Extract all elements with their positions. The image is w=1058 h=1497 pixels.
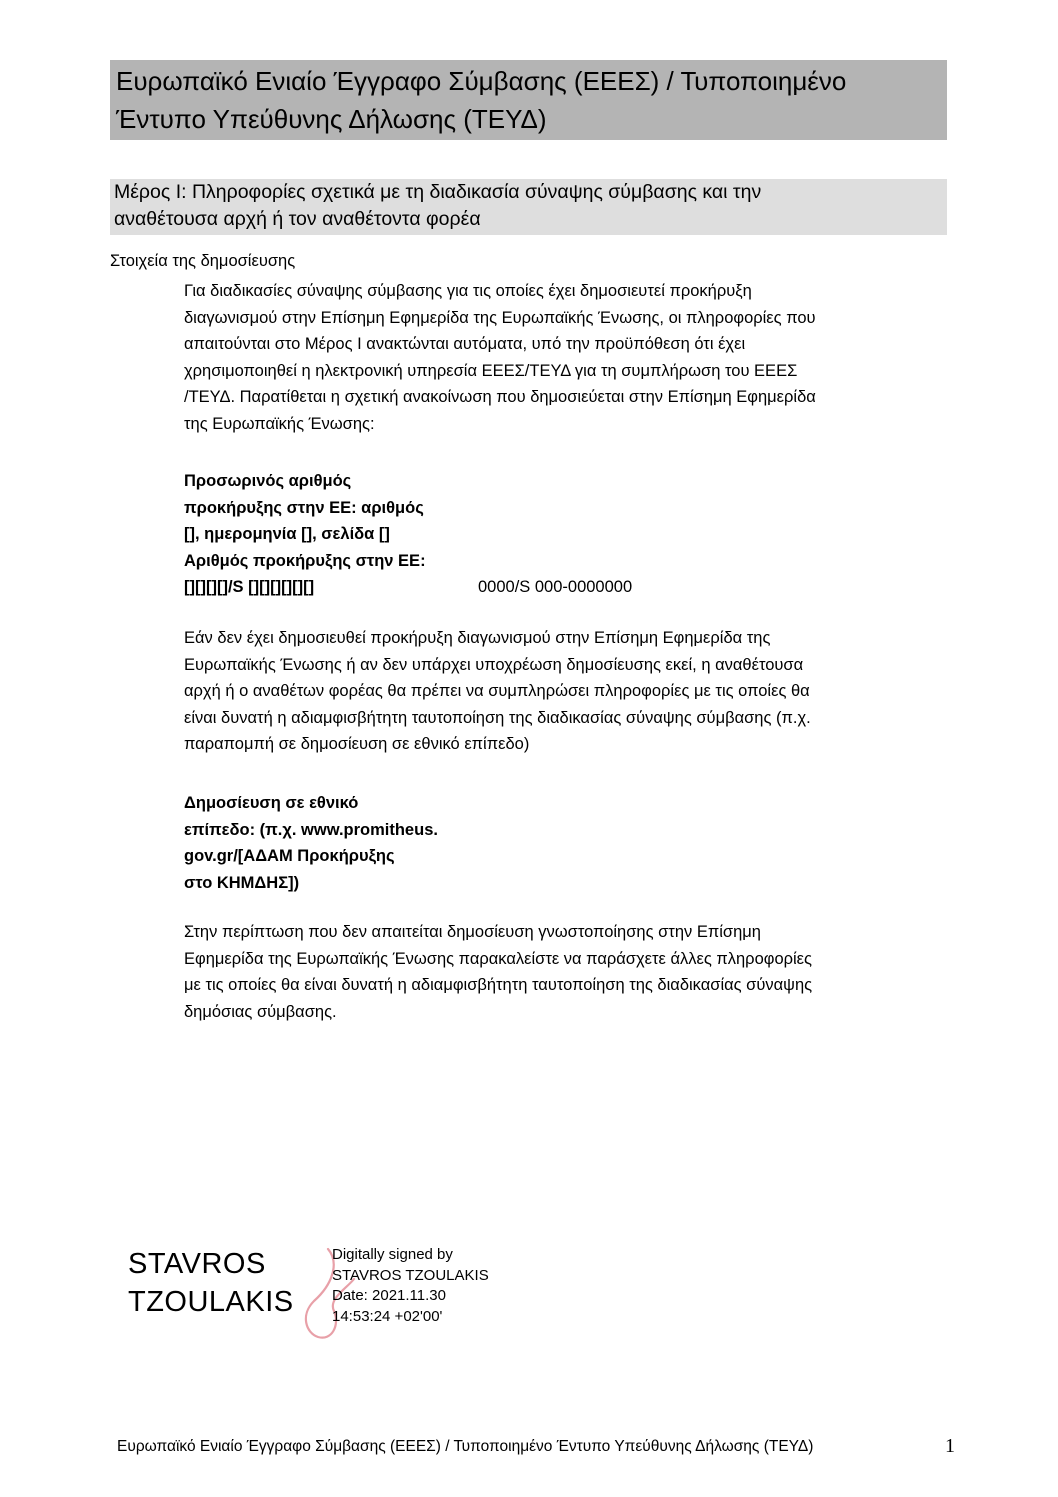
eu-notice-value: 0000/S 000-0000000 <box>478 578 633 596</box>
signature-detail-line: 14:53:24 +02'00' <box>332 1307 443 1325</box>
document-title-line: Ευρωπαϊκό Ενιαίο Έγγραφο Σύμβασης (ΕΕΕΣ) / Τυποποιημένο <box>116 66 847 96</box>
part-heading <box>110 179 947 235</box>
signature-detail-line: Date: 2021.11.30 <box>332 1287 446 1304</box>
section-heading: Στοιχεία της δημοσίευσης <box>110 252 296 270</box>
paragraph-line: χρησιμοποιηθεί η ηλεκτρονική υπηρεσία ΕΕΕΣ/ΤΕΥΔ για τη συμπλήρωση του ΕΕΕΣ <box>184 361 798 380</box>
closing-paragraph <box>184 919 936 1025</box>
signature-detail-line: STAVROS TZOULAKIS <box>332 1266 489 1284</box>
paragraph-line: Εφημερίδα της Ευρωπαϊκής Ένωσης παρακαλείστε να παράσχετε άλλες πληροφορίες <box>184 949 812 968</box>
paragraph-line: της Ευρωπαϊκής Ένωσης: <box>184 414 375 433</box>
signer-name-line: STAVROS <box>128 1248 266 1280</box>
label-line: στο ΚΗΜΔΗΣ]) <box>184 873 300 892</box>
page-footer: Ευρωπαϊκό Ενιαίο Έγγραφο Σύμβασης (ΕΕΕΣ) / Τυποποιημένο Έντυπο Υπεύθυνης Δήλωσης (ΤΕΥΔ) <box>117 1438 814 1455</box>
paragraph-line: Ευρωπαϊκής Ένωσης ή αν δεν υπάρχει υποχρέωση δημοσίευσης εκεί, η αναθέτουσα <box>184 655 804 674</box>
digital-signature <box>128 1245 548 1345</box>
paragraph-line: παραπομπή σε δημοσίευση σε εθνικό επίπεδο) <box>184 735 530 753</box>
label-line: gov.gr/[ΑΔΑΜ Προκήρυξης <box>184 847 395 865</box>
label-line: [][][][]/S [][][][][][] <box>184 578 315 596</box>
label-line: επίπεδο: (π.χ. www.promitheus. <box>184 820 438 839</box>
paragraph-line: δημόσιας σύμβασης. <box>184 1002 337 1021</box>
intro-paragraph <box>184 278 936 437</box>
paragraph-line: /ΤΕΥΔ. Παρατίθεται η σχετική ανακοίνωση που δημοσιεύεται στην Επίσημη Εφημερίδα <box>184 388 816 406</box>
eu-notice-label <box>184 468 464 601</box>
paragraph-line: με τις οποίες θα είναι δυνατή η αδιαμφισβήτητη ταυτοποίηση της διαδικασίας σύναψης <box>184 976 813 994</box>
signer-name <box>128 1245 294 1321</box>
label-line: προκήρυξης στην ΕΕ: αριθμός <box>184 498 424 517</box>
label-line: Προσωρινός αριθμός <box>184 472 352 490</box>
national-publication-label <box>184 790 464 896</box>
label-line: Δημοσίευση σε εθνικό <box>184 794 359 812</box>
paragraph-line: Εάν δεν έχει δημοσιευθεί προκήρυξη διαγωνισμού στην Επίσημη Εφημερίδα της <box>184 629 771 647</box>
page-number: 1 <box>945 1435 955 1457</box>
document-title <box>110 60 947 140</box>
paragraph-line: αρχή ή ο αναθέτων φορέας θα πρέπει να συμπληρώσει πληροφορίες με τις οποίες θα <box>184 682 810 700</box>
national-paragraph <box>184 625 936 758</box>
paragraph-line: Για διαδικασίες σύναψης σύμβασης για τις οποίες έχει δημοσιευτεί προκήρυξη <box>184 282 752 300</box>
part-heading-line: αναθέτουσα αρχή ή τον αναθέτοντα φορέα <box>114 208 481 230</box>
paragraph-line: είναι δυνατή η αδιαμφισβήτητη ταυτοποίηση της διαδικασίας σύναψης σύμβασης (π.χ. <box>184 708 811 727</box>
paragraph-line: διαγωνισμού στην Επίσημη Εφημερίδα της Ευρωπαϊκής Ένωσης, οι πληροφορίες που <box>184 308 816 327</box>
label-line: [], ημερομηνία [], σελίδα [] <box>184 525 390 543</box>
label-line: Αριθμός προκήρυξης στην ΕΕ: <box>184 551 426 570</box>
paragraph-line: Στην περίπτωση που δεν απαιτείται δημοσίευση γνωστοποίησης στην Επίσημη <box>184 923 761 941</box>
paragraph-line: απαιτούνται στο Μέρος I ανακτώνται αυτόματα, υπό την προϋπόθεση ότι έχει <box>184 335 746 353</box>
document-title-line: Έντυπο Υπεύθυνης Δήλωσης (ΤΕΥΔ) <box>116 104 547 134</box>
signature-details <box>332 1245 489 1327</box>
part-heading-line: Μέρος I: Πληροφορίες σχετικά με τη διαδικασία σύναψης σύμβασης και την <box>114 181 762 203</box>
signer-name-line: TZOULAKIS <box>128 1286 294 1318</box>
signature-detail-line: Digitally signed by <box>332 1246 453 1263</box>
